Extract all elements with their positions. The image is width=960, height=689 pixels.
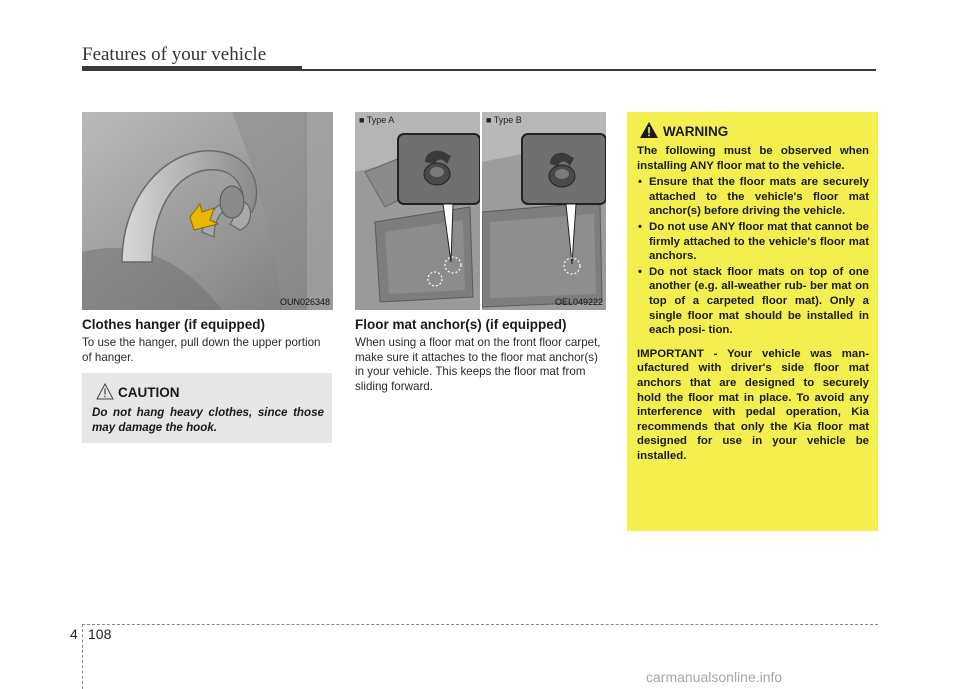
warning-item: • Do not use ANY floor mat that cannot be firmly attached to the vehicle's floor mat anchors. — [637, 220, 869, 264]
floor-mat-type-a-photo — [355, 112, 480, 310]
footer-divider — [82, 624, 83, 689]
clothes-hanger-heading: Clothes hanger (if equipped) — [82, 317, 266, 332]
caution-text: Do not hang heavy clothes, since those may damage the hook. — [92, 406, 324, 434]
warning-important: IMPORTANT - Your vehicle was man- ufactured with driver's side floor mat anchors that are designed to securely hold the floor mat in place. To avoid any interference with pedal operation, Kia recommends that only the Kia floor mat designed for use in your vehicle be installed. — [637, 347, 869, 462]
floor-mat-type-a-illustration — [355, 112, 480, 310]
floor-mat-type-b-photo — [482, 112, 606, 310]
clothes-hanger-illustration — [82, 112, 333, 310]
caution-box — [82, 373, 332, 443]
page-header-title: Features of your vehicle — [82, 44, 267, 65]
floor-mat-type-b-illustration — [482, 112, 606, 310]
floor-mat-anchor-body: When using a floor mat on the front floor carpet, make sure it attaches to the floor mat anchor(s) in your vehicle. This keeps the floor mat from sliding forward. — [355, 336, 601, 393]
type-a-label: ■ Type A — [359, 115, 395, 125]
warning-intro: The following must be observed when installing ANY floor mat to the vehicle. — [637, 145, 869, 172]
warning-triangle-icon — [639, 121, 659, 139]
warning-item: • Ensure that the floor mats are securely attached to the vehicle's floor mat anchor(s) before driving the vehicle. — [637, 175, 869, 219]
photo-code: OUN026348 — [279, 297, 330, 307]
header-bar — [82, 66, 302, 71]
clothes-hanger-body: To use the hanger, pull down the upper portion of hanger. — [82, 336, 321, 364]
warning-box — [627, 112, 878, 531]
caution-title: CAUTION — [118, 385, 180, 400]
floor-mat-anchor-heading: Floor mat anchor(s) (if equipped) — [355, 317, 567, 332]
clothes-hanger-photo — [82, 112, 333, 310]
footer-rule — [82, 624, 878, 625]
watermark: carmanualsonline.info — [646, 669, 783, 685]
header-rule — [302, 69, 876, 71]
caution-triangle-icon — [96, 383, 114, 400]
photo-code: OEL049222 — [554, 297, 603, 307]
page-number: 108 — [88, 626, 112, 642]
warning-list — [637, 175, 869, 338]
warning-title: WARNING — [663, 124, 729, 139]
type-b-label: ■ Type B — [486, 115, 522, 125]
warning-body — [637, 144, 869, 463]
warning-item: • Do not stack floor mats on top of one another (e.g. all-weather rub- ber mat on top of a carpeted floor mat). Only a single floor mat should be installed in each posi- tion. — [637, 265, 869, 338]
chapter-number: 4 — [70, 626, 78, 642]
